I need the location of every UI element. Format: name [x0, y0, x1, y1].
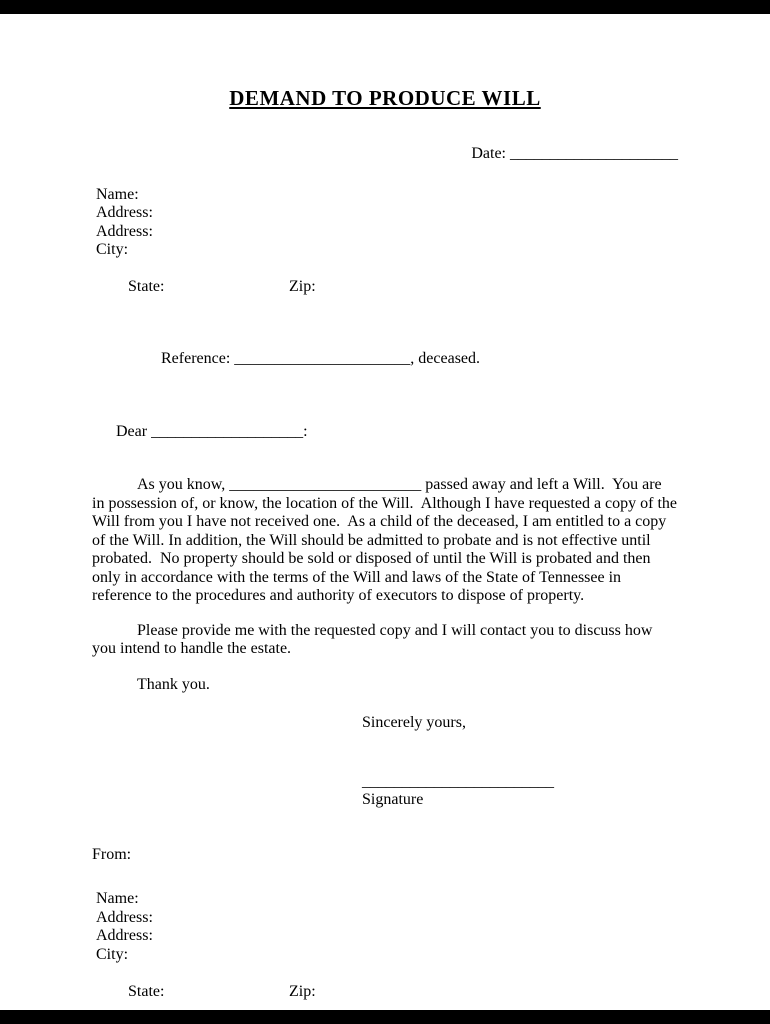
body-paragraph-2: Please provide me with the requested copy and I will contact you to discuss how you intend to handle the estate. [92, 621, 657, 657]
recipient-name-label: Name: [96, 185, 139, 203]
date-label: Date: [471, 145, 510, 162]
salutation-suffix: : [303, 423, 308, 440]
paragraph1-blank-line[interactable]: ________________________ [229, 476, 422, 493]
sender-name-label: Name: [96, 890, 139, 907]
sender-city-label: City: [96, 945, 129, 963]
body-paragraph-1 [92, 476, 681, 606]
sincerely-line: Sincerely yours, [362, 714, 466, 731]
reference-line [92, 331, 678, 387]
date-blank-line[interactable]: _____________________ [510, 145, 678, 162]
paragraph1-rest: passed away and left a Will. You are in possession of, or know, the location of the Will. Although I have requested a copy of the Will from you I have not received one. As a child of the deceased, I am entitled to a copy of the Will. In addition, the Will should be admitted to probate and is not effective until probated. No property should be sold or disposed of until the Will is probated and then only in accordance with the terms of the Will and laws of the State of Tennessee in reference to the procedures and authority of executors to dispose of property. [92, 476, 681, 604]
letter-content [92, 14, 681, 1020]
recipient-address1-label: Address: [96, 204, 153, 221]
document-title: DEMAND TO PRODUCE WILL [229, 86, 541, 110]
signature-label: Signature [362, 791, 424, 808]
reference-label: Reference: [161, 349, 235, 367]
recipient-zip-label: Zip: [289, 278, 316, 295]
recipient-state-zip-row [96, 260, 678, 316]
recipient-city-label: City: [96, 241, 129, 258]
top-black-bar [0, 0, 770, 14]
recipient-state-label: State: [128, 278, 165, 295]
reference-suffix: , deceased. [410, 349, 481, 367]
sender-state-label: State: [128, 982, 165, 1000]
recipient-address-block [92, 186, 678, 316]
from-label: From: [92, 845, 132, 863]
recipient-address2-label: Address: [96, 222, 153, 240]
reference-blank-line[interactable]: ______________________ [234, 349, 411, 367]
salutation-prefix: Dear [116, 423, 152, 440]
sender-zip-label: Zip: [289, 982, 316, 1000]
bottom-black-bar [0, 1010, 770, 1024]
date-line [92, 145, 678, 164]
closing-block [362, 714, 678, 810]
signature-blank-line[interactable]: ________________________ [362, 772, 554, 790]
thank-you-line: Thank you. [137, 675, 210, 693]
paragraph1-lead: As you know, [137, 476, 230, 493]
salutation-line [92, 405, 678, 461]
sender-address-block [92, 890, 678, 1020]
salutation-blank-line[interactable]: ___________________ [151, 423, 304, 440]
sender-address1-label: Address: [96, 908, 153, 926]
sender-address2-label: Address: [96, 927, 153, 944]
